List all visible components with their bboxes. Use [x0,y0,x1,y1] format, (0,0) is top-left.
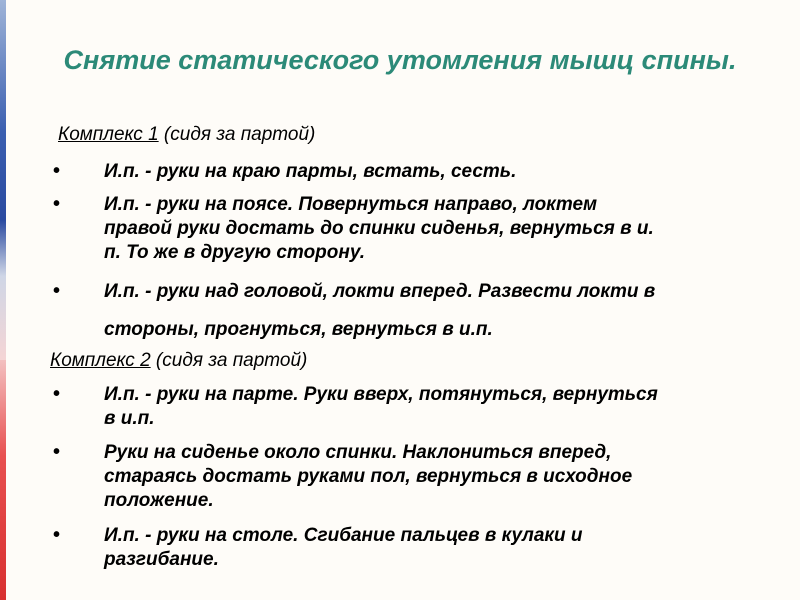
complex2-item-3: И.п. - руки на столе. Сгибание пальцев в кулаки и разгибание. [104,525,583,570]
complex1-item-2: И.п. - руки на поясе. Повернуться направо, локтем правой руки достать до спинки сиденья, вернуться в и. п. То же в другую сторону. [104,194,654,263]
complex1-item-3-continuation: стороны, прогнуться, вернуться в и.п. [104,319,493,340]
bullet-icon: • [53,383,61,405]
complex1-item-1: И.п. - руки на краю парты, встать, сесть. [104,161,517,182]
left-stripe-transition [0,220,6,360]
complex2-label: Комплекс 2 [50,350,151,371]
complex2-item-1: И.п. - руки на парте. Руки вверх, потянуться, вернуться в и.п. [104,384,658,429]
complex1-item-3: И.п. - руки над головой, локти вперед. Развести локти в [104,281,656,302]
complex2-note: (сидя за партой) [150,350,308,371]
complex1-label: Комплекс 1 [58,124,159,145]
complex2-item-2: Руки на сиденье около спинки. Наклониться вперед, стараясь достать руками пол, вернуться в исходное положение. [104,442,633,511]
complex1-note: (сидя за партой) [158,124,316,145]
bullet-icon: • [53,280,61,302]
slide-title: Снятие статического утомления мышц спины. [63,45,737,75]
bullet-icon: • [53,160,61,182]
complex1-heading [58,124,315,146]
left-stripe-blue [0,0,6,220]
complex2-heading [50,350,307,372]
bullet-icon: • [53,441,61,463]
bullet-icon: • [53,524,61,546]
bullet-icon: • [53,193,61,215]
left-stripe-red [0,360,6,600]
